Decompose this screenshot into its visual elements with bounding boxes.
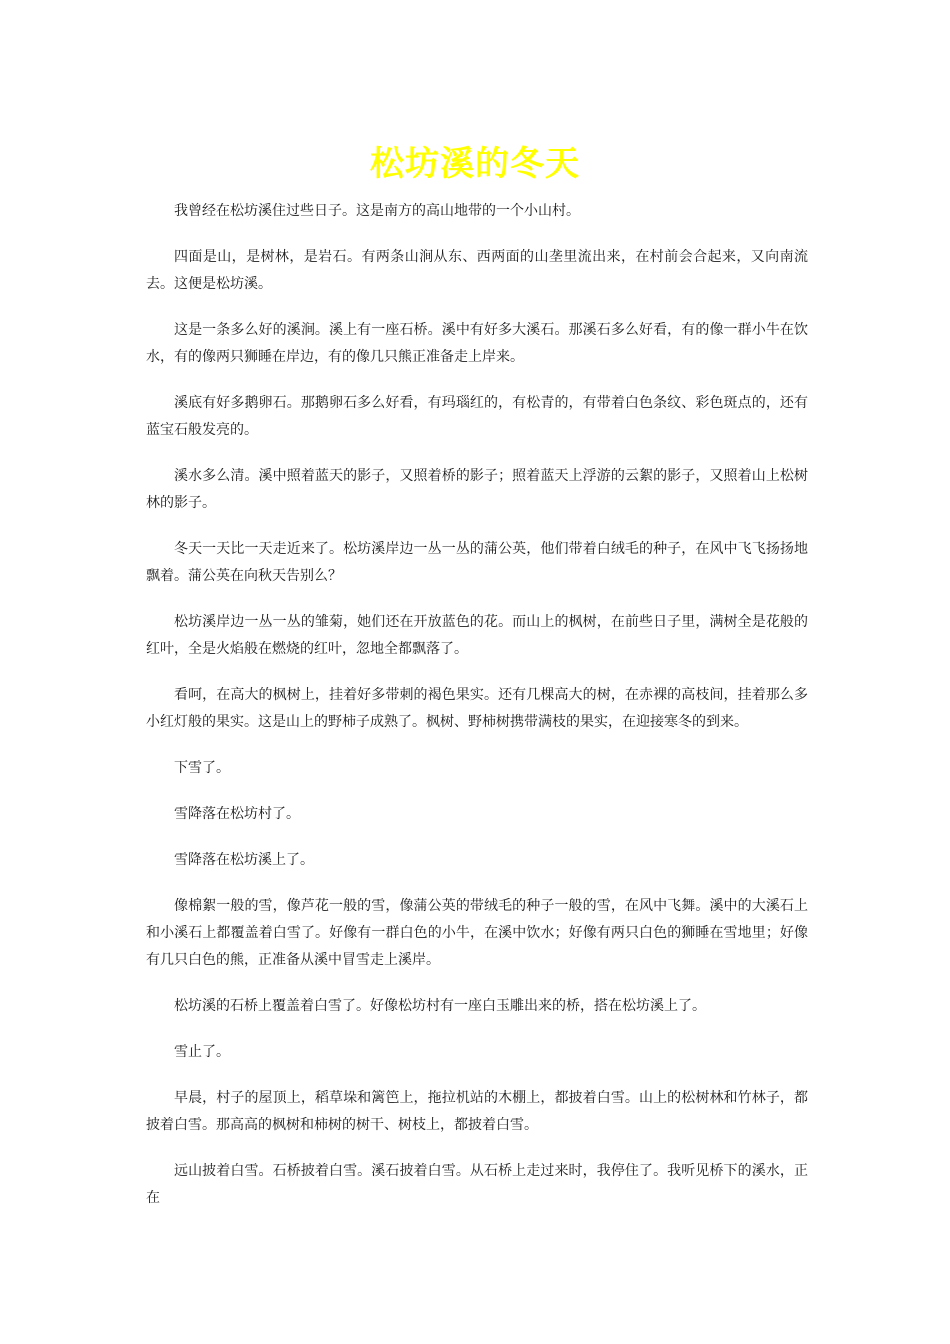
paragraph: 看呵，在高大的枫树上，挂着好多带刺的褐色果实。还有几棵高大的树，在赤裸的高枝间，挂着那么多小红灯般的果实。这是山上的野柿子成熟了。枫树、野柿树携带满枝的果实，在迎接寒冬的到来。: [146, 687, 808, 730]
paragraph: 像棉絮一般的雪，像芦花一般的雪，像蒲公英的带绒毛的种子一般的雪，在风中飞舞。溪中的大溪石上和小溪石上都覆盖着白雪了。好像有一群白色的小牛，在溪中饮水；好像有两只白色的狮睡在雪地里；好像有几只白色的熊，正准备从溪中冒雪走上溪岸。: [146, 898, 808, 968]
paragraph: 松坊溪的石桥上覆盖着白雪了。好像松坊村有一座白玉雕出来的桥，搭在松坊溪上了。: [174, 998, 706, 1014]
paragraph: 下雪了。: [174, 760, 230, 776]
paragraph: 松坊溪岸边一丛一丛的雏菊，她们还在开放蓝色的花。而山上的枫树，在前些日子里，满树全是花般的红叶，全是火焰般在燃烧的红叶，忽地全都飘落了。: [146, 614, 808, 657]
paragraph: 雪止了。: [174, 1044, 230, 1060]
paragraph: 溪底有好多鹅卵石。那鹅卵石多么好看，有玛瑙红的，有松青的，有带着白色条纹、彩色斑点的，还有蓝宝石般发亮的。: [146, 395, 808, 438]
paragraph: 这是一条多么好的溪涧。溪上有一座石桥。溪中有好多大溪石。那溪石多么好看，有的像一群小牛在饮水，有的像两只狮睡在岸边，有的像几只熊正准备走上岸来。: [146, 322, 808, 365]
paragraph: 雪降落在松坊村了。: [174, 806, 300, 822]
paragraph: 远山披着白雪。石桥披着白雪。溪石披着白雪。从石桥上走过来时，我停住了。我听见桥下的溪水，正在: [146, 1163, 808, 1206]
document-title: 松坊溪的冬天: [370, 144, 580, 184]
paragraph: 早晨，村子的屋顶上，稻草垛和篱笆上，拖拉机站的木棚上，都披着白雪。山上的松树林和竹林子，都披着白雪。那高高的枫树和柿树的树干、树枝上，都披着白雪。: [146, 1090, 808, 1133]
paragraph: 溪水多么清。溪中照着蓝天的影子，又照着桥的影子；照着蓝天上浮游的云絮的影子，又照着山上松树林的影子。: [146, 468, 808, 511]
paragraph: 冬天一天比一天走近来了。松坊溪岸边一丛一丛的蒲公英，他们带着白绒毛的种子，在风中飞飞扬扬地飘着。蒲公英在向秋天告别么？: [146, 541, 808, 584]
document-body: [146, 198, 808, 1231]
paragraph: 四面是山，是树林，是岩石。有两条山涧从东、西两面的山垄里流出来，在村前会合起来，又向南流去。这便是松坊溪。: [146, 249, 808, 292]
paragraph: 我曾经在松坊溪住过些日子。这是南方的高山地带的一个小山村。: [174, 203, 580, 219]
paragraph: 雪降落在松坊溪上了。: [174, 852, 314, 868]
